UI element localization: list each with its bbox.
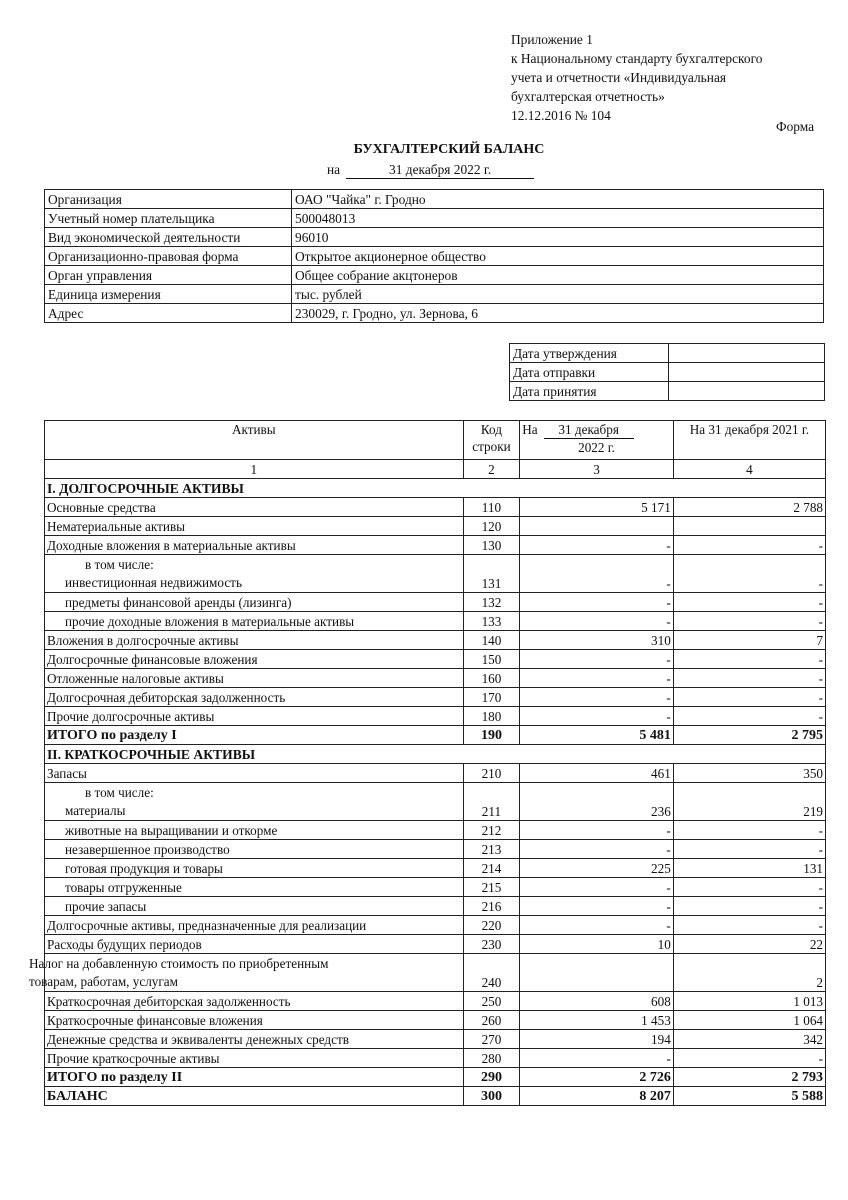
info-row bbox=[45, 266, 824, 285]
row-current-value bbox=[520, 517, 674, 536]
row-current-value: - bbox=[520, 669, 674, 688]
info-row bbox=[45, 190, 824, 209]
dates-table bbox=[509, 343, 825, 401]
row-code: 120 bbox=[463, 517, 520, 536]
date-row bbox=[510, 382, 825, 401]
row-current-value: - bbox=[520, 555, 674, 593]
row-code: 211 bbox=[463, 783, 520, 821]
row-current-value: - bbox=[520, 878, 674, 897]
row-previous-value: - bbox=[673, 1049, 825, 1068]
info-label: Орган управления bbox=[45, 266, 292, 285]
row-code: 216 bbox=[463, 897, 520, 916]
col-num: 4 bbox=[673, 460, 825, 479]
row-previous-value: 1 064 bbox=[673, 1011, 825, 1030]
row-current-value: 5 171 bbox=[520, 498, 674, 517]
date-label: Дата отправки bbox=[510, 363, 669, 382]
table-row bbox=[45, 859, 826, 878]
row-code: 160 bbox=[463, 669, 520, 688]
row-prefix: в том числе: bbox=[85, 785, 154, 800]
table-row bbox=[45, 1030, 826, 1049]
info-value: тыс. рублей bbox=[292, 285, 824, 304]
row-previous-value: - bbox=[673, 878, 825, 897]
row-name: БАЛАНС bbox=[45, 1087, 464, 1106]
row-previous-value: - bbox=[673, 536, 825, 555]
row-name: готовая продукция и товары bbox=[45, 859, 464, 878]
column-numbers-row bbox=[45, 460, 826, 479]
info-value: ОАО "Чайка" г. Гродно bbox=[292, 190, 824, 209]
row-code: 133 bbox=[463, 612, 520, 631]
row-code: 131 bbox=[463, 555, 520, 593]
row-name: в том числе: инвестиционная недвижимость bbox=[45, 555, 464, 593]
row-current-value: - bbox=[520, 821, 674, 840]
appendix-line: 12.12.2016 № 104 bbox=[511, 108, 611, 123]
table-row bbox=[45, 593, 826, 612]
table-row bbox=[45, 992, 826, 1011]
row-code: 180 bbox=[463, 707, 520, 726]
row-previous-value: - bbox=[673, 669, 825, 688]
table-row bbox=[45, 688, 826, 707]
table-row bbox=[45, 707, 826, 726]
row-previous-value: 219 bbox=[673, 783, 825, 821]
row-previous-value: 2 793 bbox=[673, 1068, 825, 1087]
info-label: Организация bbox=[45, 190, 292, 209]
info-label: Единица измерения bbox=[45, 285, 292, 304]
row-current-value: - bbox=[520, 707, 674, 726]
row-name: незавершенное производство bbox=[45, 840, 464, 859]
info-value: 500048013 bbox=[292, 209, 824, 228]
row-previous-value: 22 bbox=[673, 935, 825, 954]
row-current-value: - bbox=[520, 916, 674, 935]
row-code: 250 bbox=[463, 992, 520, 1011]
row-current-value: - bbox=[520, 536, 674, 555]
row-name: Прочие краткосрочные активы bbox=[45, 1049, 464, 1068]
row-current-value: 236 bbox=[520, 783, 674, 821]
row-name: Прочие долгосрочные активы bbox=[45, 707, 464, 726]
header-previous-period: На 31 декабря 2021 г. bbox=[673, 421, 825, 460]
row-name: ИТОГО по разделу I bbox=[45, 726, 464, 745]
date-label: Дата утверждения bbox=[510, 344, 669, 363]
row-previous-value: - bbox=[673, 650, 825, 669]
row-name: в том числе: материалы bbox=[45, 783, 464, 821]
row-name: ИТОГО по разделу II bbox=[45, 1068, 464, 1087]
form-label: Форма bbox=[776, 119, 815, 134]
row-current-value: 608 bbox=[520, 992, 674, 1011]
row-previous-value: 2 788 bbox=[673, 498, 825, 517]
row-previous-value: 131 bbox=[673, 859, 825, 878]
row-previous-value: 7 bbox=[673, 631, 825, 650]
row-current-value: 1 453 bbox=[520, 1011, 674, 1030]
row-current-value: - bbox=[520, 593, 674, 612]
row-code: 300 bbox=[463, 1087, 520, 1106]
row-name: прочие запасы bbox=[45, 897, 464, 916]
date-value bbox=[669, 363, 825, 382]
row-code: 170 bbox=[463, 688, 520, 707]
table-row bbox=[45, 840, 826, 859]
row-current-value: 461 bbox=[520, 764, 674, 783]
col-num: 3 bbox=[520, 460, 674, 479]
row-name: Отложенные налоговые активы bbox=[45, 669, 464, 688]
row-prefix: в том числе: bbox=[85, 557, 154, 572]
row-previous-value: - bbox=[673, 555, 825, 593]
section-title: II. КРАТКОСРОЧНЫЕ АКТИВЫ bbox=[45, 745, 826, 764]
appendix-line: бухгалтерская отчетность» bbox=[511, 89, 665, 104]
table-row bbox=[45, 916, 826, 935]
row-previous-value: 350 bbox=[673, 764, 825, 783]
section-header-row bbox=[45, 479, 826, 498]
row-name: Нематериальные активы bbox=[45, 517, 464, 536]
info-value: 230029, г. Гродно, ул. Зернова, 6 bbox=[292, 304, 824, 323]
info-label: Вид экономической деятельности bbox=[45, 228, 292, 247]
row-previous-value: - bbox=[673, 688, 825, 707]
date-row bbox=[510, 363, 825, 382]
appendix-line: Приложение 1 bbox=[511, 32, 593, 47]
info-label: Учетный номер плательщика bbox=[45, 209, 292, 228]
row-code: 230 bbox=[463, 935, 520, 954]
row-current-value: 10 bbox=[520, 935, 674, 954]
row-name: Краткосрочные финансовые вложения bbox=[45, 1011, 464, 1030]
row-name: Основные средства bbox=[45, 498, 464, 517]
row-previous-value: 2 795 bbox=[673, 726, 825, 745]
balance-table bbox=[29, 420, 826, 1106]
table-row bbox=[45, 935, 826, 954]
row-code: 290 bbox=[463, 1068, 520, 1087]
row-current-value: - bbox=[520, 1049, 674, 1068]
row-name: Налог на добавленную стоимость по приобретенным товарам, работам, услугам bbox=[45, 954, 464, 992]
row-previous-value: - bbox=[673, 707, 825, 726]
info-label: Адрес bbox=[45, 304, 292, 323]
row-current-value: - bbox=[520, 897, 674, 916]
row-current-value: 2 726 bbox=[520, 1068, 674, 1087]
row-previous-value: 342 bbox=[673, 1030, 825, 1049]
table-row bbox=[45, 954, 826, 992]
info-row bbox=[45, 209, 824, 228]
row-current-value: - bbox=[520, 688, 674, 707]
date-value bbox=[669, 344, 825, 363]
row-previous-value: 2 bbox=[673, 954, 825, 992]
row-name: Вложения в долгосрочные активы bbox=[45, 631, 464, 650]
row-code: 215 bbox=[463, 878, 520, 897]
table-row bbox=[45, 555, 826, 593]
row-previous-value: - bbox=[673, 916, 825, 935]
section-title: I. ДОЛГОСРОЧНЫЕ АКТИВЫ bbox=[45, 479, 826, 498]
report-date: на 31 декабря 2022 г. bbox=[327, 162, 534, 179]
row-code: 190 bbox=[463, 726, 520, 745]
row-code: 212 bbox=[463, 821, 520, 840]
info-value: Общее собрание акцтонеров bbox=[292, 266, 824, 285]
row-current-value bbox=[520, 954, 674, 992]
table-row bbox=[45, 517, 826, 536]
row-name: Доходные вложения в материальные активы bbox=[45, 536, 464, 555]
header-assets: Активы bbox=[45, 421, 464, 460]
row-code: 132 bbox=[463, 593, 520, 612]
table-row bbox=[45, 1011, 826, 1030]
row-name: животные на выращивании и откорме bbox=[45, 821, 464, 840]
row-current-value: - bbox=[520, 612, 674, 631]
row-current-value: 225 bbox=[520, 859, 674, 878]
table-row bbox=[45, 612, 826, 631]
row-code: 270 bbox=[463, 1030, 520, 1049]
row-code: 213 bbox=[463, 840, 520, 859]
row-name: Запасы bbox=[45, 764, 464, 783]
table-row bbox=[45, 1049, 826, 1068]
row-name: прочие доходные вложения в материальные активы bbox=[45, 612, 464, 631]
row-previous-value: 1 013 bbox=[673, 992, 825, 1011]
row-name: Долгосрочные финансовые вложения bbox=[45, 650, 464, 669]
info-label: Организационно-правовая форма bbox=[45, 247, 292, 266]
row-code: 110 bbox=[463, 498, 520, 517]
total-row bbox=[45, 1087, 826, 1106]
info-value: 96010 bbox=[292, 228, 824, 247]
row-name: товары отгруженные bbox=[45, 878, 464, 897]
row-previous-value: 5 588 bbox=[673, 1087, 825, 1106]
row-code: 130 bbox=[463, 536, 520, 555]
row-name: предметы финансовой аренды (лизинга) bbox=[45, 593, 464, 612]
row-current-value: - bbox=[520, 840, 674, 859]
table-row bbox=[45, 764, 826, 783]
row-code: 220 bbox=[463, 916, 520, 935]
appendix-line: учета и отчетности «Индивидуальная bbox=[511, 70, 727, 85]
appendix-line: к Национальному стандарту бухгалтерского bbox=[511, 51, 763, 66]
row-code: 260 bbox=[463, 1011, 520, 1030]
date-value bbox=[669, 382, 825, 401]
col-num: 2 bbox=[463, 460, 520, 479]
row-previous-value: - bbox=[673, 897, 825, 916]
row-previous-value: - bbox=[673, 821, 825, 840]
row-code: 214 bbox=[463, 859, 520, 878]
row-previous-value: - bbox=[673, 840, 825, 859]
table-row bbox=[45, 669, 826, 688]
row-name: Расходы будущих периодов bbox=[45, 935, 464, 954]
row-prefix: Налог на добавленную стоимость по приобретенным bbox=[29, 956, 329, 971]
row-name: Краткосрочная дебиторская задолженность bbox=[45, 992, 464, 1011]
table-row bbox=[45, 878, 826, 897]
row-code: 150 bbox=[463, 650, 520, 669]
row-code: 280 bbox=[463, 1049, 520, 1068]
row-current-value: 5 481 bbox=[520, 726, 674, 745]
total-row bbox=[45, 1068, 826, 1087]
row-name: Долгосрочная дебиторская задолженность bbox=[45, 688, 464, 707]
report-date-value: 31 декабря 2022 г. bbox=[346, 162, 534, 179]
header-code: Код строки bbox=[463, 421, 520, 460]
row-name: Денежные средства и эквиваленты денежных средств bbox=[45, 1030, 464, 1049]
table-row bbox=[45, 783, 826, 821]
table-row bbox=[45, 536, 826, 555]
date-label: Дата принятия bbox=[510, 382, 669, 401]
page-title: БУХГАЛТЕРСКИЙ БАЛАНС bbox=[353, 142, 545, 157]
info-row bbox=[45, 247, 824, 266]
table-row bbox=[45, 650, 826, 669]
row-name: Долгосрочные активы, предназначенные для реализации bbox=[45, 916, 464, 935]
row-code: 210 bbox=[463, 764, 520, 783]
organization-info-table bbox=[44, 189, 824, 323]
table-row bbox=[45, 821, 826, 840]
row-code: 140 bbox=[463, 631, 520, 650]
row-current-value: 8 207 bbox=[520, 1087, 674, 1106]
info-row bbox=[45, 228, 824, 247]
appendix-note bbox=[511, 30, 762, 125]
row-previous-value: - bbox=[673, 612, 825, 631]
row-current-value: 194 bbox=[520, 1030, 674, 1049]
table-header-row bbox=[45, 421, 826, 460]
row-previous-value: - bbox=[673, 593, 825, 612]
row-code: 240 bbox=[463, 954, 520, 992]
row-current-value: - bbox=[520, 650, 674, 669]
header-current-period: На 31 декабря 2022 г. bbox=[520, 421, 674, 460]
table-row bbox=[45, 631, 826, 650]
info-row bbox=[45, 304, 824, 323]
table-row bbox=[45, 897, 826, 916]
info-value: Открытое акционерное общество bbox=[292, 247, 824, 266]
col-num: 1 bbox=[45, 460, 464, 479]
section-header-row bbox=[45, 745, 826, 764]
row-current-value: 310 bbox=[520, 631, 674, 650]
row-previous-value bbox=[673, 517, 825, 536]
date-row bbox=[510, 344, 825, 363]
table-row bbox=[45, 498, 826, 517]
info-row bbox=[45, 285, 824, 304]
total-row bbox=[45, 726, 826, 745]
